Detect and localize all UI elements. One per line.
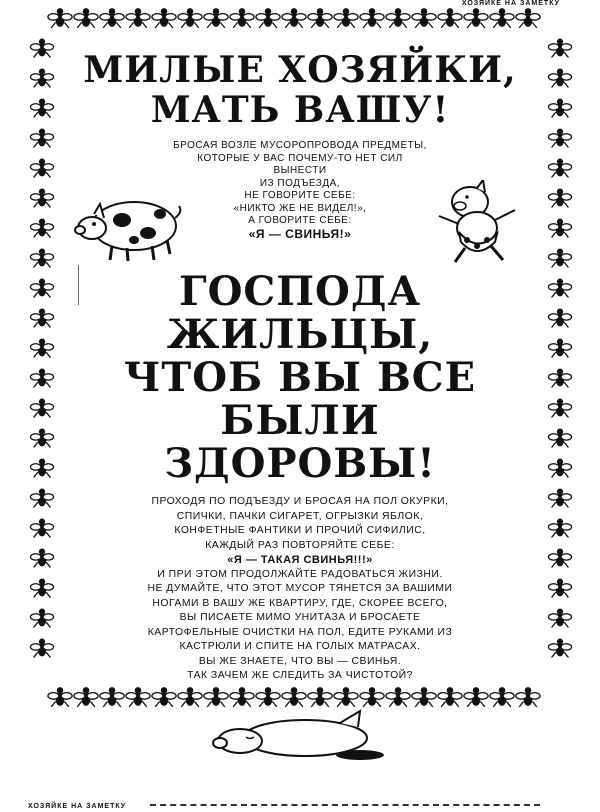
- paragraph-2-line: НЕ ДУМАЙТЕ, ЧТО ЭТОТ МУСОР ТЯНЕТСЯ ЗА ВАШИМИ: [147, 583, 453, 594]
- paragraph-1-line: НЕ ГОВОРИТЕ СЕБЕ:: [244, 190, 356, 201]
- fly-icon: [30, 519, 53, 538]
- paragraph-1-line: «НИКТО ЖЕ НЕ ВИДЕЛ!»,: [233, 202, 367, 214]
- fly-icon: [178, 687, 202, 707]
- title-mid-line1: ГОСПОДА ЖИЛЬЦЫ,: [166, 268, 434, 358]
- title-top-line1: МИЛЫЕ ХОЗЯЙКИ,: [83, 49, 517, 91]
- fly-icon: [30, 39, 53, 58]
- fly-icon: [30, 399, 53, 418]
- fly-icon: [178, 8, 202, 28]
- fly-icon: [126, 687, 150, 707]
- paragraph-1: [170, 140, 430, 240]
- paragraph-2-line: НОГАМИ В ВАШУ ЖЕ КВАРТИРУ, ГДЕ, СКОРЕЕ ВСЕГО,: [152, 597, 448, 609]
- fly-icon: [548, 159, 571, 178]
- fly-icon: [438, 8, 462, 28]
- fly-icon: [30, 609, 53, 628]
- fly-icon: [548, 99, 571, 118]
- fly-icon: [30, 69, 53, 88]
- fly-icon: [74, 8, 98, 28]
- fly-icon: [548, 579, 571, 598]
- fly-icon: [412, 687, 436, 707]
- paragraph-2-line: И ПРИ ЭТОМ ПРОДОЛЖАЙТЕ РАДОВАТЬСЯ ЖИЗНИ.: [157, 568, 443, 580]
- fly-icon: [204, 8, 228, 28]
- fly-icon: [30, 369, 53, 388]
- divider-line: [78, 265, 79, 305]
- fly-icon: [30, 549, 53, 568]
- fly-icon: [100, 8, 124, 28]
- fly-icon: [30, 189, 53, 208]
- fly-icon: [548, 309, 571, 328]
- fly-icon: [30, 249, 53, 268]
- fly-icon: [548, 339, 571, 358]
- fly-icon: [412, 8, 436, 28]
- fly-icon: [516, 8, 540, 28]
- fly-icon: [548, 429, 571, 448]
- paragraph-2-line: КАСТРЮЛИ И СПИТЕ НА ГОЛЫХ МАТРАСАХ.: [179, 641, 421, 652]
- fly-icon: [548, 129, 571, 148]
- title-top-line2: МАТЬ ВАШУ!: [150, 89, 450, 131]
- fly-icon: [74, 687, 98, 707]
- fly-icon: [548, 549, 571, 568]
- fly-icon: [548, 369, 571, 388]
- paragraph-1-line: БРОСАЯ ВОЗЛЕ МУСОРОПРОВОДА ПРЕДМЕТЫ,: [173, 140, 427, 151]
- fly-icon: [548, 69, 571, 88]
- fly-icon: [360, 8, 384, 28]
- fly-icon: [256, 8, 280, 28]
- fly-icon: [30, 459, 53, 478]
- fly-icon: [490, 687, 514, 707]
- fly-icon: [126, 8, 150, 28]
- fly-icon: [30, 489, 53, 508]
- fly-icon: [490, 8, 514, 28]
- fly-icon: [464, 8, 488, 28]
- paragraph-2: [85, 495, 515, 684]
- paragraph-2-line: ПРОХОДЯ ПО ПОДЪЕЗДУ И БРОСАЯ НА ПОЛ ОКУРКИ,: [151, 496, 449, 507]
- paragraph-1-punchline: «Я — СВИНЬЯ!»: [248, 226, 352, 241]
- header-corner-text: ХОЗЯЙКЕ НА ЗАМЕТКУ: [461, 0, 560, 7]
- fly-icon: [464, 687, 488, 707]
- paragraph-2-line: КАЖДЫЙ РАЗ ПОВТОРЯЙТЕ СЕБЕ:: [205, 539, 395, 551]
- fly-icon: [308, 8, 332, 28]
- fly-icon: [30, 99, 53, 118]
- fly-icon: [230, 8, 254, 28]
- paragraph-1-line: КОТОРЫЕ У ВАС ПОЧЕМУ-ТО НЕТ СИЛ ВЫНЕСТИ: [197, 152, 403, 176]
- paragraph-2-line: ТАК ЗАЧЕМ ЖЕ СЛЕДИТЬ ЗА ЧИСТОТОЙ?: [187, 670, 413, 681]
- fly-icon: [386, 8, 410, 28]
- title-mid-line2: ЧТОБ ВЫ ВСЕ БЫЛИ: [123, 354, 477, 444]
- paragraph-1-line: ИЗ ПОДЪЕЗДА,: [259, 177, 341, 189]
- title-mid-line3: ЗДОРОВЫ!: [164, 440, 436, 487]
- fly-icon: [30, 279, 53, 298]
- fly-icon: [30, 309, 53, 328]
- sleeping-pig-illustration: [210, 703, 390, 763]
- spotted-pig-illustration: [72, 188, 187, 263]
- fly-icon: [548, 459, 571, 478]
- fly-icon: [548, 279, 571, 298]
- footer-note: ХОЗЯЙКЕ НА ЗАМЕТКУ: [28, 803, 127, 810]
- fly-icon: [30, 579, 53, 598]
- fly-icon: [30, 639, 53, 658]
- poster-content: [80, 50, 520, 684]
- fly-icon: [548, 609, 571, 628]
- fly-icon: [30, 219, 53, 238]
- fly-icon: [282, 8, 306, 28]
- fly-icon: [516, 687, 540, 707]
- fly-icon: [548, 39, 571, 58]
- paragraph-2-line: СПИЧКИ, ПАЧКИ СИГАРЕТ, ОГРЫЗКИ ЯБЛОК,: [176, 510, 424, 522]
- fly-icon: [438, 687, 462, 707]
- fly-icon: [152, 8, 176, 28]
- fly-icon: [30, 339, 53, 358]
- paragraph-2-line: КАРТОФЕЛЬНЫЕ ОЧИСТКИ НА ПОЛ, ЕДИТЕ РУКАМИ ИЗ: [147, 626, 453, 638]
- paragraph-2-line: КОНФЕТНЫЕ ФАНТИКИ И ПРОЧИЙ СИФИЛИС,: [174, 525, 426, 536]
- fly-icon: [48, 8, 72, 28]
- fly-icon: [334, 8, 358, 28]
- paragraph-2-line: ВЫ ПИСАЕТЕ МИМО УНИТАЗА И БРОСАЕТЕ: [179, 612, 421, 623]
- dancing-pig-illustration: [425, 180, 525, 265]
- fly-icon: [548, 519, 571, 538]
- fly-icon: [548, 639, 571, 658]
- fly-icon: [100, 687, 124, 707]
- fly-icon: [30, 129, 53, 148]
- fly-icon: [548, 489, 571, 508]
- paragraph-1-line: А ГОВОРИТЕ СЕБЕ:: [248, 215, 352, 226]
- fly-icon: [48, 687, 72, 707]
- fly-icon: [548, 219, 571, 238]
- paragraph-2-line: ВЫ ЖЕ ЗНАЕТЕ, ЧТО ВЫ — СВИНЬЯ.: [198, 655, 402, 667]
- fly-icon: [30, 159, 53, 178]
- fly-icon: [548, 189, 571, 208]
- paragraph-2-punchline: «Я — ТАКАЯ СВИНЬЯ!!!»: [227, 554, 373, 566]
- fly-icon: [548, 249, 571, 268]
- fly-icon: [548, 399, 571, 418]
- footer-dashed-line: [150, 804, 540, 806]
- fly-icon: [152, 687, 176, 707]
- fly-icon: [30, 429, 53, 448]
